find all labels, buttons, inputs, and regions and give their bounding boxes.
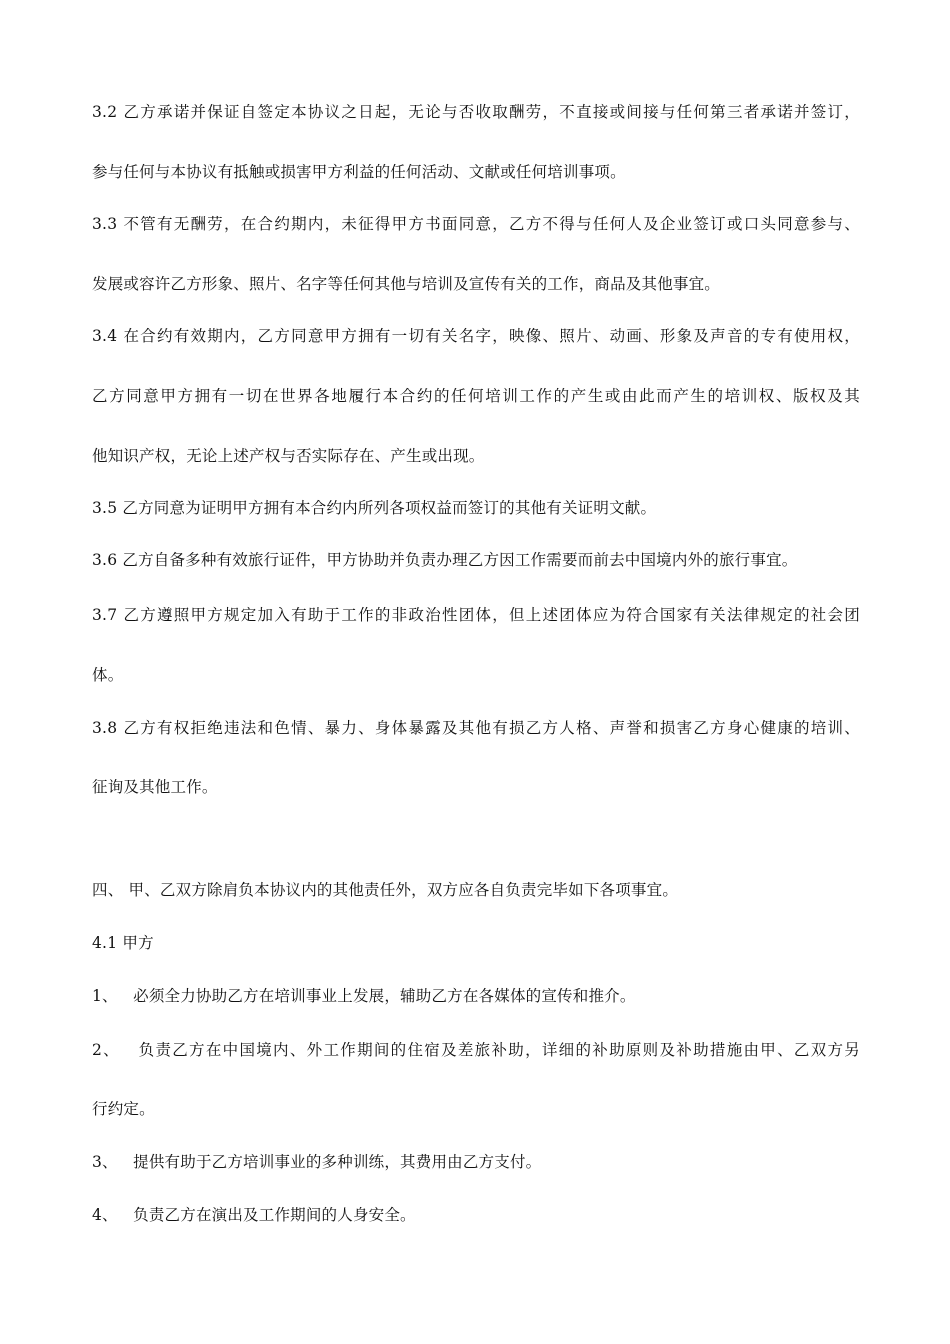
clause-3-5: 3.5 乙方同意为证明甲方拥有本合约内所列各项权益而签订的其他有关证明文献。 bbox=[92, 499, 657, 517]
subsection-4-1-heading: 4.1 甲方 bbox=[92, 934, 154, 952]
clause-3-3-line-2: 发展或容许乙方形象、照片、名字等任何其他与培训及宣传有关的工作，商品及其他事宜。 bbox=[92, 275, 721, 293]
clause-3-8-line-2: 征询及其他工作。 bbox=[92, 778, 218, 796]
item-2-line-2: 行约定。 bbox=[92, 1100, 155, 1118]
item-4: 4、 负责乙方在演出及工作期间的人身安全。 bbox=[92, 1206, 416, 1224]
clause-3-3-line-1: 3.3 不管有无酬劳，在合约期内，未征得甲方书面同意，乙方不得与任何人及企业签订或口头同意参与、 bbox=[92, 215, 860, 233]
clause-3-2-line-1: 3.2 乙方承诺并保证自签定本协议之日起，无论与否收取酬劳，不直接或间接与任何第三者承诺并签订， bbox=[92, 103, 860, 121]
clause-3-4-line-1: 3.4 在合约有效期内，乙方同意甲方拥有一切有关名字，映像、照片、动画、形象及声音的专有使用权， bbox=[92, 327, 860, 345]
clause-3-7-line-2: 体。 bbox=[92, 666, 124, 684]
clause-3-4-line-3: 他知识产权，无论上述产权与否实际存在、产生或出现。 bbox=[92, 447, 485, 465]
item-2-line-1: 2、 负责乙方在中国境内、外工作期间的住宿及差旅补助，详细的补助原则及补助措施由甲、乙双方另 bbox=[92, 1041, 860, 1059]
clause-3-7-line-1: 3.7 乙方遵照甲方规定加入有助于工作的非政治性团体，但上述团体应为符合国家有关法律规定的社会团 bbox=[92, 606, 860, 624]
item-1: 1、 必须全力协助乙方在培训事业上发展，辅助乙方在各媒体的宣传和推介。 bbox=[92, 987, 636, 1005]
section-4-heading: 四、 甲、乙双方除肩负本协议内的其他责任外，双方应各自负责完毕如下各项事宜。 bbox=[92, 881, 679, 899]
clause-3-4-line-2: 乙方同意甲方拥有一切在世界各地履行本合约的任何培训工作的产生或由此而产生的培训权、版权及其 bbox=[92, 387, 860, 405]
clause-3-8-line-1: 3.8 乙方有权拒绝违法和色情、暴力、身体暴露及其他有损乙方人格、声誉和损害乙方身心健康的培训、 bbox=[92, 719, 860, 737]
item-3: 3、 提供有助于乙方培训事业的多种训练，其费用由乙方支付。 bbox=[92, 1153, 542, 1171]
clause-3-6: 3.6 乙方自备多种有效旅行证件，甲方协助并负责办理乙方因工作需要而前去中国境内外的旅行事宜。 bbox=[92, 551, 798, 569]
clause-3-2-line-2: 参与任何与本协议有抵触或损害甲方利益的任何活动、文献或任何培训事项。 bbox=[92, 163, 626, 181]
